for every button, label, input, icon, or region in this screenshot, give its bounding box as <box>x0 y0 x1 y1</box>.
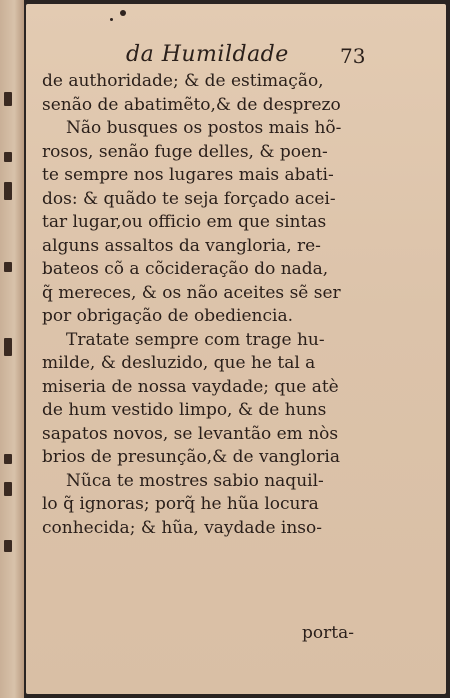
facing-page-ink-mark <box>4 152 12 162</box>
catchword: porta- <box>302 623 354 643</box>
text-line: lo q̃ ignoras; porq̃ he hũa locura <box>42 494 319 514</box>
page-leaf <box>26 4 446 694</box>
facing-page-ink-mark <box>4 454 12 464</box>
text-line: tar lugar,ou officio em que sintas <box>42 212 327 232</box>
facing-page-ink-mark <box>4 338 12 356</box>
text-line: Tratate sempre com trage hu- <box>66 329 325 350</box>
ink-blot <box>110 18 113 21</box>
text-line: por obrigação de obediencia. <box>42 306 293 326</box>
facing-page-ink-mark <box>4 182 12 200</box>
text-line: de hum vestido limpo, & de huns <box>42 400 327 420</box>
text-line: Nũca te mostres sabio naquil- <box>66 470 324 491</box>
text-line: conhecida; & hũa, vaydade inso- <box>42 517 322 538</box>
text-line: alguns assaltos da vangloria, re- <box>42 235 321 256</box>
text-line: sapatos novos, se levantão em nòs <box>42 423 339 444</box>
text-line: senão de abatimẽto,& de desprezo <box>42 94 341 115</box>
text-line: brios de presunção,& de vangloria <box>42 447 340 467</box>
text-line: rosos, senão fuge delles, & poen- <box>42 141 328 162</box>
facing-page-edge <box>0 0 24 698</box>
page-header <box>26 42 446 72</box>
ink-blot <box>120 10 126 16</box>
running-head: da Humildade <box>126 42 289 67</box>
facing-page-ink-mark <box>4 262 12 272</box>
facing-page-ink-mark <box>4 482 12 496</box>
text-line: Não busques os postos mais hõ- <box>66 118 342 138</box>
text-line: milde, & desluzido, que he tal a <box>42 353 316 373</box>
body-text <box>42 70 377 540</box>
text-line: bateos cõ a cõcideração do nada, <box>42 259 329 279</box>
text-line: dos: & quãdo te seja forçado acei- <box>42 188 336 209</box>
facing-page-ink-mark <box>4 92 12 106</box>
text-line: te sempre nos lugares mais abati- <box>42 165 334 185</box>
text-line: de authoridade; & de estimação, <box>42 71 324 91</box>
page-number: 73 <box>340 44 366 68</box>
text-line: miseria de nossa vaydade; que atè <box>42 376 339 397</box>
text-line: q̃ mereces, & os não aceites sẽ ser <box>42 282 341 303</box>
facing-page-ink-mark <box>4 540 12 552</box>
